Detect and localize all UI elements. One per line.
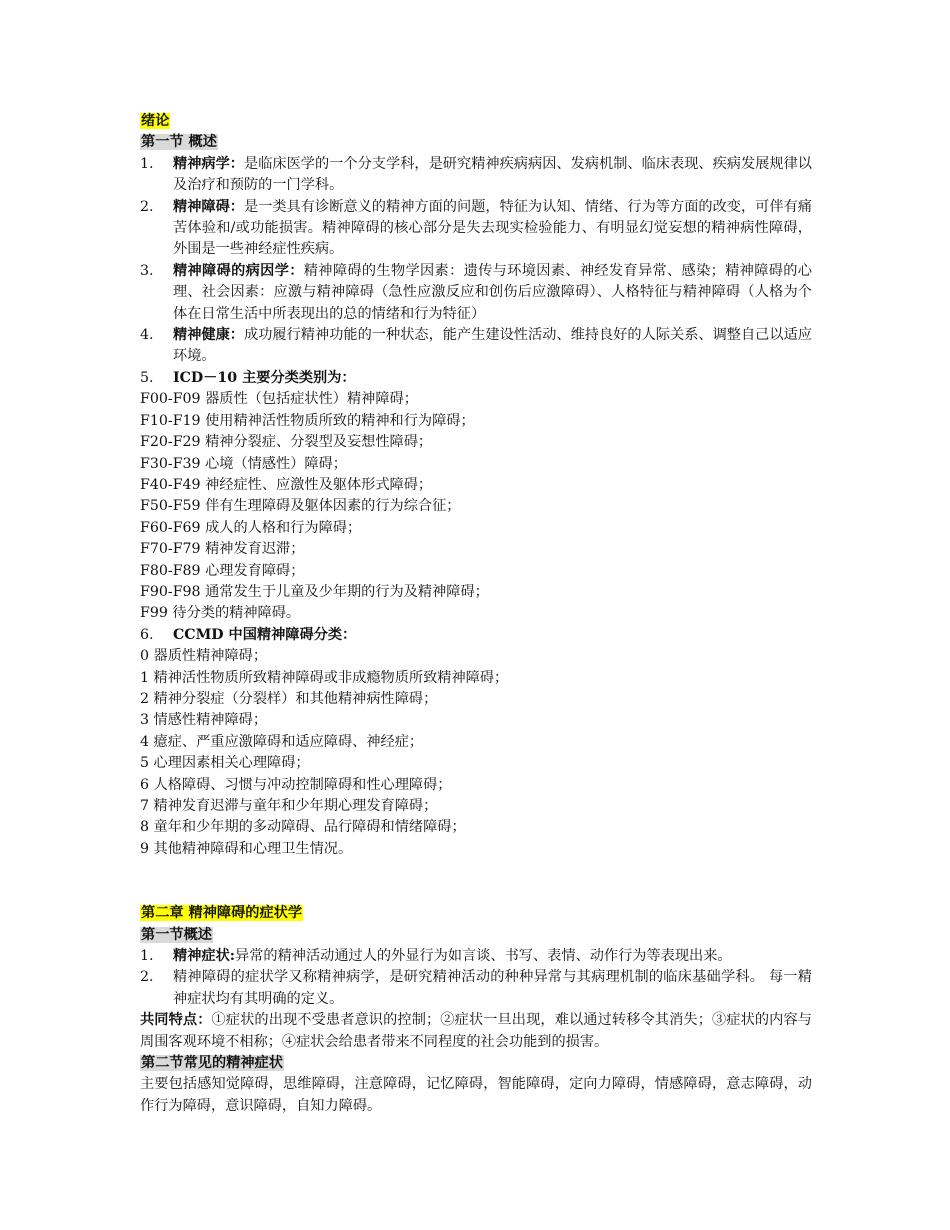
ccmd-item: 9 其他精神障碍和心理卫生情况。	[140, 840, 353, 857]
icd-item: F20-F29 精神分裂症、分裂型及妄想性障碍；	[140, 434, 433, 451]
definition: 是一类具有诊断意义的精神方面的问题，特征为认知、情绪、行为等方面的改变，可伴有痛苦体验和/或功能损害。精神障碍的核心部分是失去现实检验能力、有明显幻觉妄想的精神病性障碍，外围是一些神经症性疾病。	[173, 198, 812, 258]
document-page	[140, 111, 812, 1117]
term: 精神障碍：	[173, 198, 244, 215]
list-item: 4. 精神健康：成功履行精神功能的一种状态，能产生建设性活动、维持良好的人际关系、调整自己以适应环境。	[140, 327, 812, 365]
ccmd-list	[140, 646, 812, 860]
list-item: 2. 精神障碍：是一类具有诊断意义的精神方面的问题，特征为认知、情绪、行为等方面的改变，可伴有痛苦体验和/或功能损害。精神障碍的核心部分是失去现实检验能力、有明显幻觉妄想的精神病性障碍，外围是一些神经症性疾病。	[140, 198, 812, 258]
common-features	[140, 1010, 812, 1053]
section-heading: 第一节概述	[141, 926, 212, 943]
list-item: 1. 精神病学：是临床医学的一个分支学科，是研究精神疾病病因、发病机制、临床表现、疾病发展规律以及治疗和预防的一门学科。	[140, 155, 812, 194]
ccmd-item: 6 人格障碍、习惯与冲动控制障碍和性心理障碍；	[140, 776, 452, 793]
chapter-title: 第二章 精神障碍的症状学	[141, 905, 303, 922]
icd-heading: 5. ICD－10 主要分类类别为：	[140, 369, 356, 386]
icd-item: F60-F69 成人的人格和行为障碍；	[140, 519, 362, 536]
common-label: 共同特点：	[140, 1012, 212, 1029]
icd-item: F00-F09 器质性（包括症状性）精神障碍；	[140, 391, 418, 408]
icd-item: F80-F89 心理发育障碍；	[140, 562, 305, 579]
ccmd-item: 4 癔症、严重应激障碍和适应障碍、神经症；	[140, 733, 424, 750]
icd-item: F40-F49 神经症性、应激性及躯体形式障碍；	[140, 476, 433, 493]
definition: 是临床医学的一个分支学科，是研究精神疾病病因、发病机制、临床表现、疾病发展规律以及治疗和预防的一门学科。	[173, 155, 812, 194]
section-heading: 第一节 概述	[141, 134, 217, 151]
section-paragraph: 主要包括感知觉障碍，思维障碍，注意障碍，记忆障碍，智能障碍，定向力障碍，情感障碍，意志障碍，动作行为障碍，意识障碍，自知力障碍。	[140, 1076, 812, 1114]
list-item: 3. 精神障碍的病因学：精神障碍的生物学因素：遗传与环境因素、神经发育异常、感染；精神障碍的心理、社会因素：应激与精神障碍（急性应激反应和创伤后应激障碍）、人格特征与精神障碍（人格为个体在日常生活中所表现出的总的情绪和行为特征）	[140, 262, 812, 322]
common-text: ①症状的出现不受患者意识的控制；②症状一旦出现，难以通过转移令其消失；③症状的内容与周围客观环境不相称；④症状会给患者带来不同程度的社会功能到的损害。	[140, 1012, 812, 1050]
intro-title: 绪论	[141, 113, 170, 129]
list-item: 2. 精神障碍的症状学又称精神病学，是研究精神活动的种种异常与其病理机制的临床基础学科。 每一精神症状均有其明确的定义。	[140, 969, 812, 1007]
definition: 精神障碍的生物学因素：遗传与环境因素、神经发育异常、感染；精神障碍的心理、社会因素：应激与精神障碍（急性应激反应和创伤后应激障碍）、人格特征与精神障碍（人格为个体在日常生活中所表现出的总的情绪和行为特征）	[173, 262, 812, 322]
ccmd-item: 5 心理因素相关心理障碍；	[140, 755, 310, 772]
icd-item: F50-F59 伴有生理障碍及躯体因素的行为综合征；	[140, 498, 461, 515]
term: 精神障碍的病因学：	[173, 262, 304, 279]
icd-item: F90-F98 通常发生于儿童及少年期的行为及精神障碍；	[140, 583, 489, 600]
term: 精神症状:	[173, 948, 235, 965]
term: 精神病学：	[173, 155, 244, 172]
ccmd-item: 7 精神发育迟滞与童年和少年期心理发育障碍；	[140, 798, 438, 814]
definition: 异常的精神活动通过人的外显行为如言谈、书写、表情、动作行为等表现出来。	[235, 948, 732, 965]
ccmd-heading: 6. CCMD 中国精神障碍分类：	[140, 626, 357, 643]
icd-item: F99 待分类的精神障碍。	[140, 605, 301, 622]
ccmd-item: 3 情感性精神障碍；	[140, 712, 268, 729]
icd-item: F10-F19 使用精神活性物质所致的精神和行为障碍；	[140, 412, 475, 429]
icd-list	[140, 389, 812, 624]
definition: 精神障碍的症状学又称精神病学，是研究精神活动的种种异常与其病理机制的临床基础学科。 每一精神症状均有其明确的定义。	[173, 969, 812, 1007]
list-item: 1. 精神症状:异常的精神活动通过人的外显行为如言谈、书写、表情、动作行为等表现出来。	[140, 948, 732, 965]
ccmd-item: 8 童年和少年期的多动障碍、品行障碍和情绪障碍；	[140, 819, 466, 836]
ccmd-item: 0 器质性精神障碍；	[140, 648, 268, 665]
icd-item: F70-F79 精神发育迟滞；	[140, 541, 305, 558]
icd-item: F30-F39 心境（情感性）障碍；	[140, 455, 347, 472]
section-heading: 第二节常见的精神症状	[141, 1055, 283, 1072]
ccmd-item: 1 精神活性物质所致精神障碍或非成瘾物质所致精神障碍；	[140, 669, 509, 686]
term: 精神健康：	[173, 327, 244, 344]
ccmd-item: 2 精神分裂症（分裂样）和其他精神病性障碍；	[140, 690, 438, 707]
definition: 成功履行精神功能的一种状态，能产生建设性活动、维持良好的人际关系、调整自己以适应环境。	[173, 327, 812, 365]
